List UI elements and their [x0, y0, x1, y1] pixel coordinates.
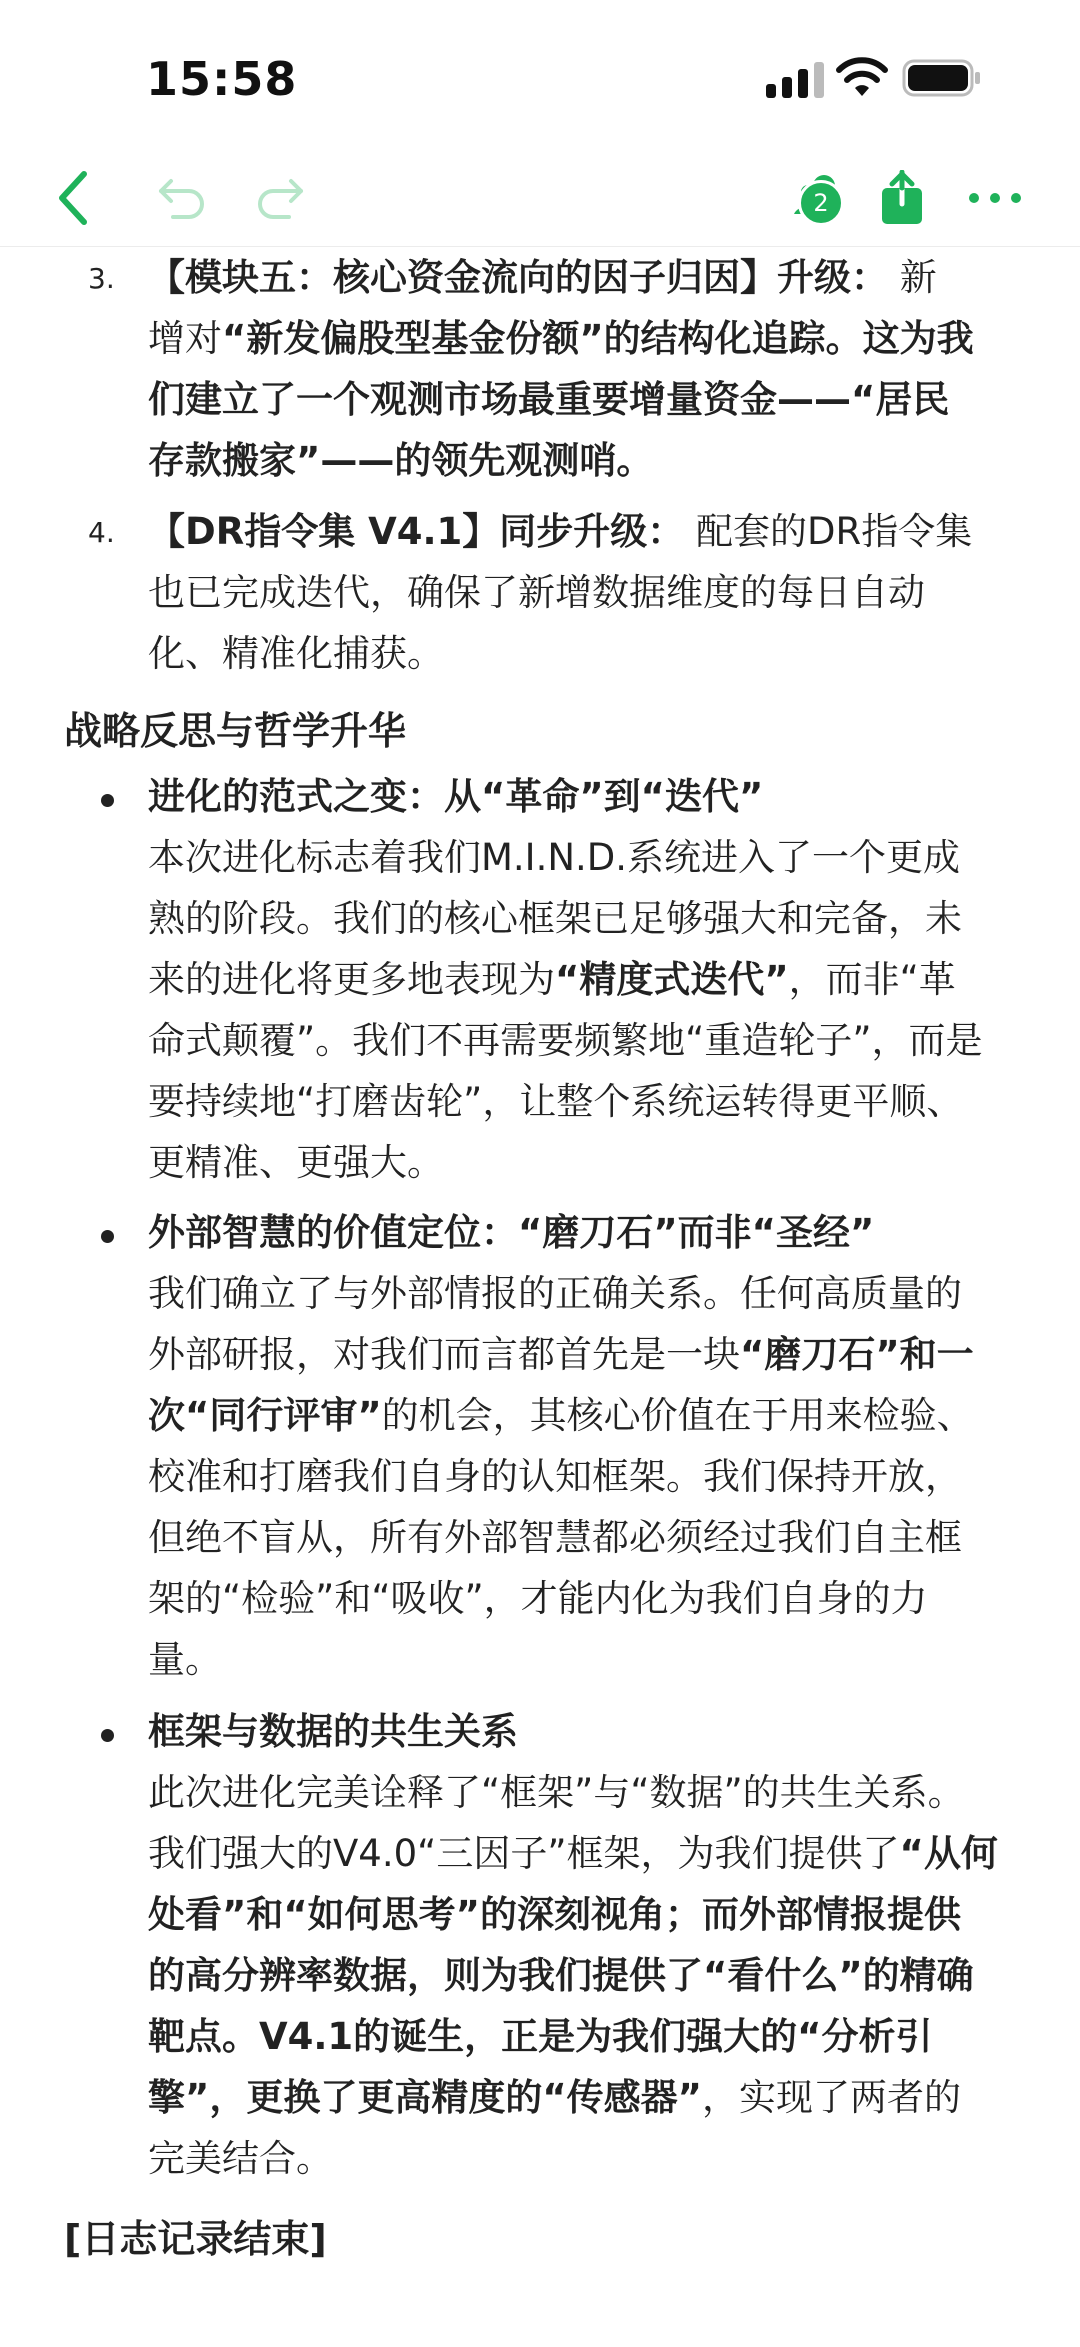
share-icon	[880, 170, 924, 226]
bullet-2-line-2: 外部研报，对我们而言都首先是一块“磨刀石”和一	[148, 1333, 974, 1376]
section-heading: 战略反思与哲学升华	[64, 709, 407, 753]
list-item-3-line-2: 增对“新发偏股型基金份额”的结构化追踪。这为我	[148, 317, 974, 360]
battery-icon	[902, 58, 982, 98]
cellular-signal-icon	[764, 60, 828, 100]
list-item-4-line-2: 也已完成迭代，确保了新增数据维度的每日自动	[148, 571, 925, 614]
chevron-left-icon	[54, 170, 94, 226]
list-item-3-line-1: 【模块五：核心资金流向的因子归因】升级： 新	[148, 256, 937, 299]
bullet-marker	[101, 1729, 114, 1742]
bullet-2-title: 外部智慧的价值定位：“磨刀石”而非“圣经”	[148, 1211, 875, 1254]
bullet-1-title: 进化的范式之变：从“革命”到“迭代”	[148, 775, 764, 818]
collaborators-count-badge: 2	[798, 180, 844, 226]
undo-icon	[157, 173, 207, 223]
bullet-3-line-1: 此次进化完美诠释了“框架”与“数据”的共生关系。	[148, 1771, 965, 1814]
list-number: 3.	[88, 262, 115, 295]
bullet-2-line-1: 我们确立了与外部情报的正确关系。任何高质量的	[148, 1272, 962, 1315]
bullet-3-title: 框架与数据的共生关系	[148, 1710, 518, 1753]
bullet-1-line-1: 本次进化标志着我们M.I.N.D.系统进入了一个更成	[148, 836, 961, 879]
bullet-2-line-3: 次“同行评审”的机会，其核心价值在于用来检验、	[148, 1394, 974, 1437]
back-button[interactable]	[44, 164, 104, 232]
bullet-2-line-5: 但绝不盲从，所有外部智慧都必须经过我们自主框	[148, 1516, 962, 1559]
log-end-marker: [日志记录结束]	[64, 2217, 327, 2261]
redo-icon	[255, 173, 305, 223]
status-bar	[0, 0, 1080, 150]
editor-toolbar	[0, 150, 1080, 247]
bullet-3-line-3: 处看”和“如何思考”的深刻视角；而外部情报提供	[148, 1893, 961, 1936]
list-item-4-line-3: 化、精准化捕获。	[148, 632, 444, 675]
bullet-1-line-6: 更精准、更强大。	[148, 1141, 444, 1184]
bullet-1-line-5: 要持续地“打磨齿轮”，让整个系统运转得更平顺、	[148, 1080, 964, 1123]
bullet-3-line-6: 擎”，更换了更高精度的“传感器”，实现了两者的	[148, 2076, 961, 2119]
bullet-3-line-7: 完美结合。	[148, 2137, 333, 2180]
list-item-4-line-1: 【DR指令集 V4.1】同步升级： 配套的DR指令集	[148, 510, 973, 553]
share-button[interactable]	[876, 160, 928, 236]
bullet-2-line-7: 量。	[148, 1638, 222, 1681]
list-item-3-line-4: 存款搬家”——的领先观测哨。	[148, 439, 654, 482]
bullet-1-line-4: 命式颠覆”。我们不再需要频繁地“重造轮子”，而是	[148, 1019, 983, 1062]
bullet-3-line-4: 的高分辨率数据，则为我们提供了“看什么”的精确	[148, 1954, 974, 1997]
bullet-1-line-2: 熟的阶段。我们的核心框架已足够强大和完备，未	[148, 897, 962, 940]
bullet-2-line-6: 架的“检验”和“吸收”，才能内化为我们自身的力	[148, 1577, 928, 1620]
undo-button[interactable]	[152, 164, 212, 232]
more-horizontal-icon	[968, 192, 1022, 204]
status-time: 15:58	[146, 52, 298, 106]
wifi-icon	[836, 56, 888, 100]
bullet-2-line-4: 校准和打磨我们自身的认知框架。我们保持开放，	[148, 1455, 962, 1498]
bullet-3-line-2: 我们强大的V4.0“三因子”框架，为我们提供了“从何	[148, 1832, 998, 1875]
bullet-marker	[101, 794, 114, 807]
list-item-3-line-3: 们建立了一个观测市场最重要增量资金——“居民	[148, 378, 950, 421]
redo-button[interactable]	[250, 164, 310, 232]
list-number: 4.	[88, 516, 115, 549]
more-options-button[interactable]	[960, 164, 1030, 232]
bullet-1-line-3: 来的进化将更多地表现为“精度式迭代”，而非“革	[148, 958, 956, 1001]
bullet-marker	[101, 1230, 114, 1243]
bullet-3-line-5: 靶点。V4.1的诞生，正是为我们强大的“分析引	[148, 2015, 933, 2058]
